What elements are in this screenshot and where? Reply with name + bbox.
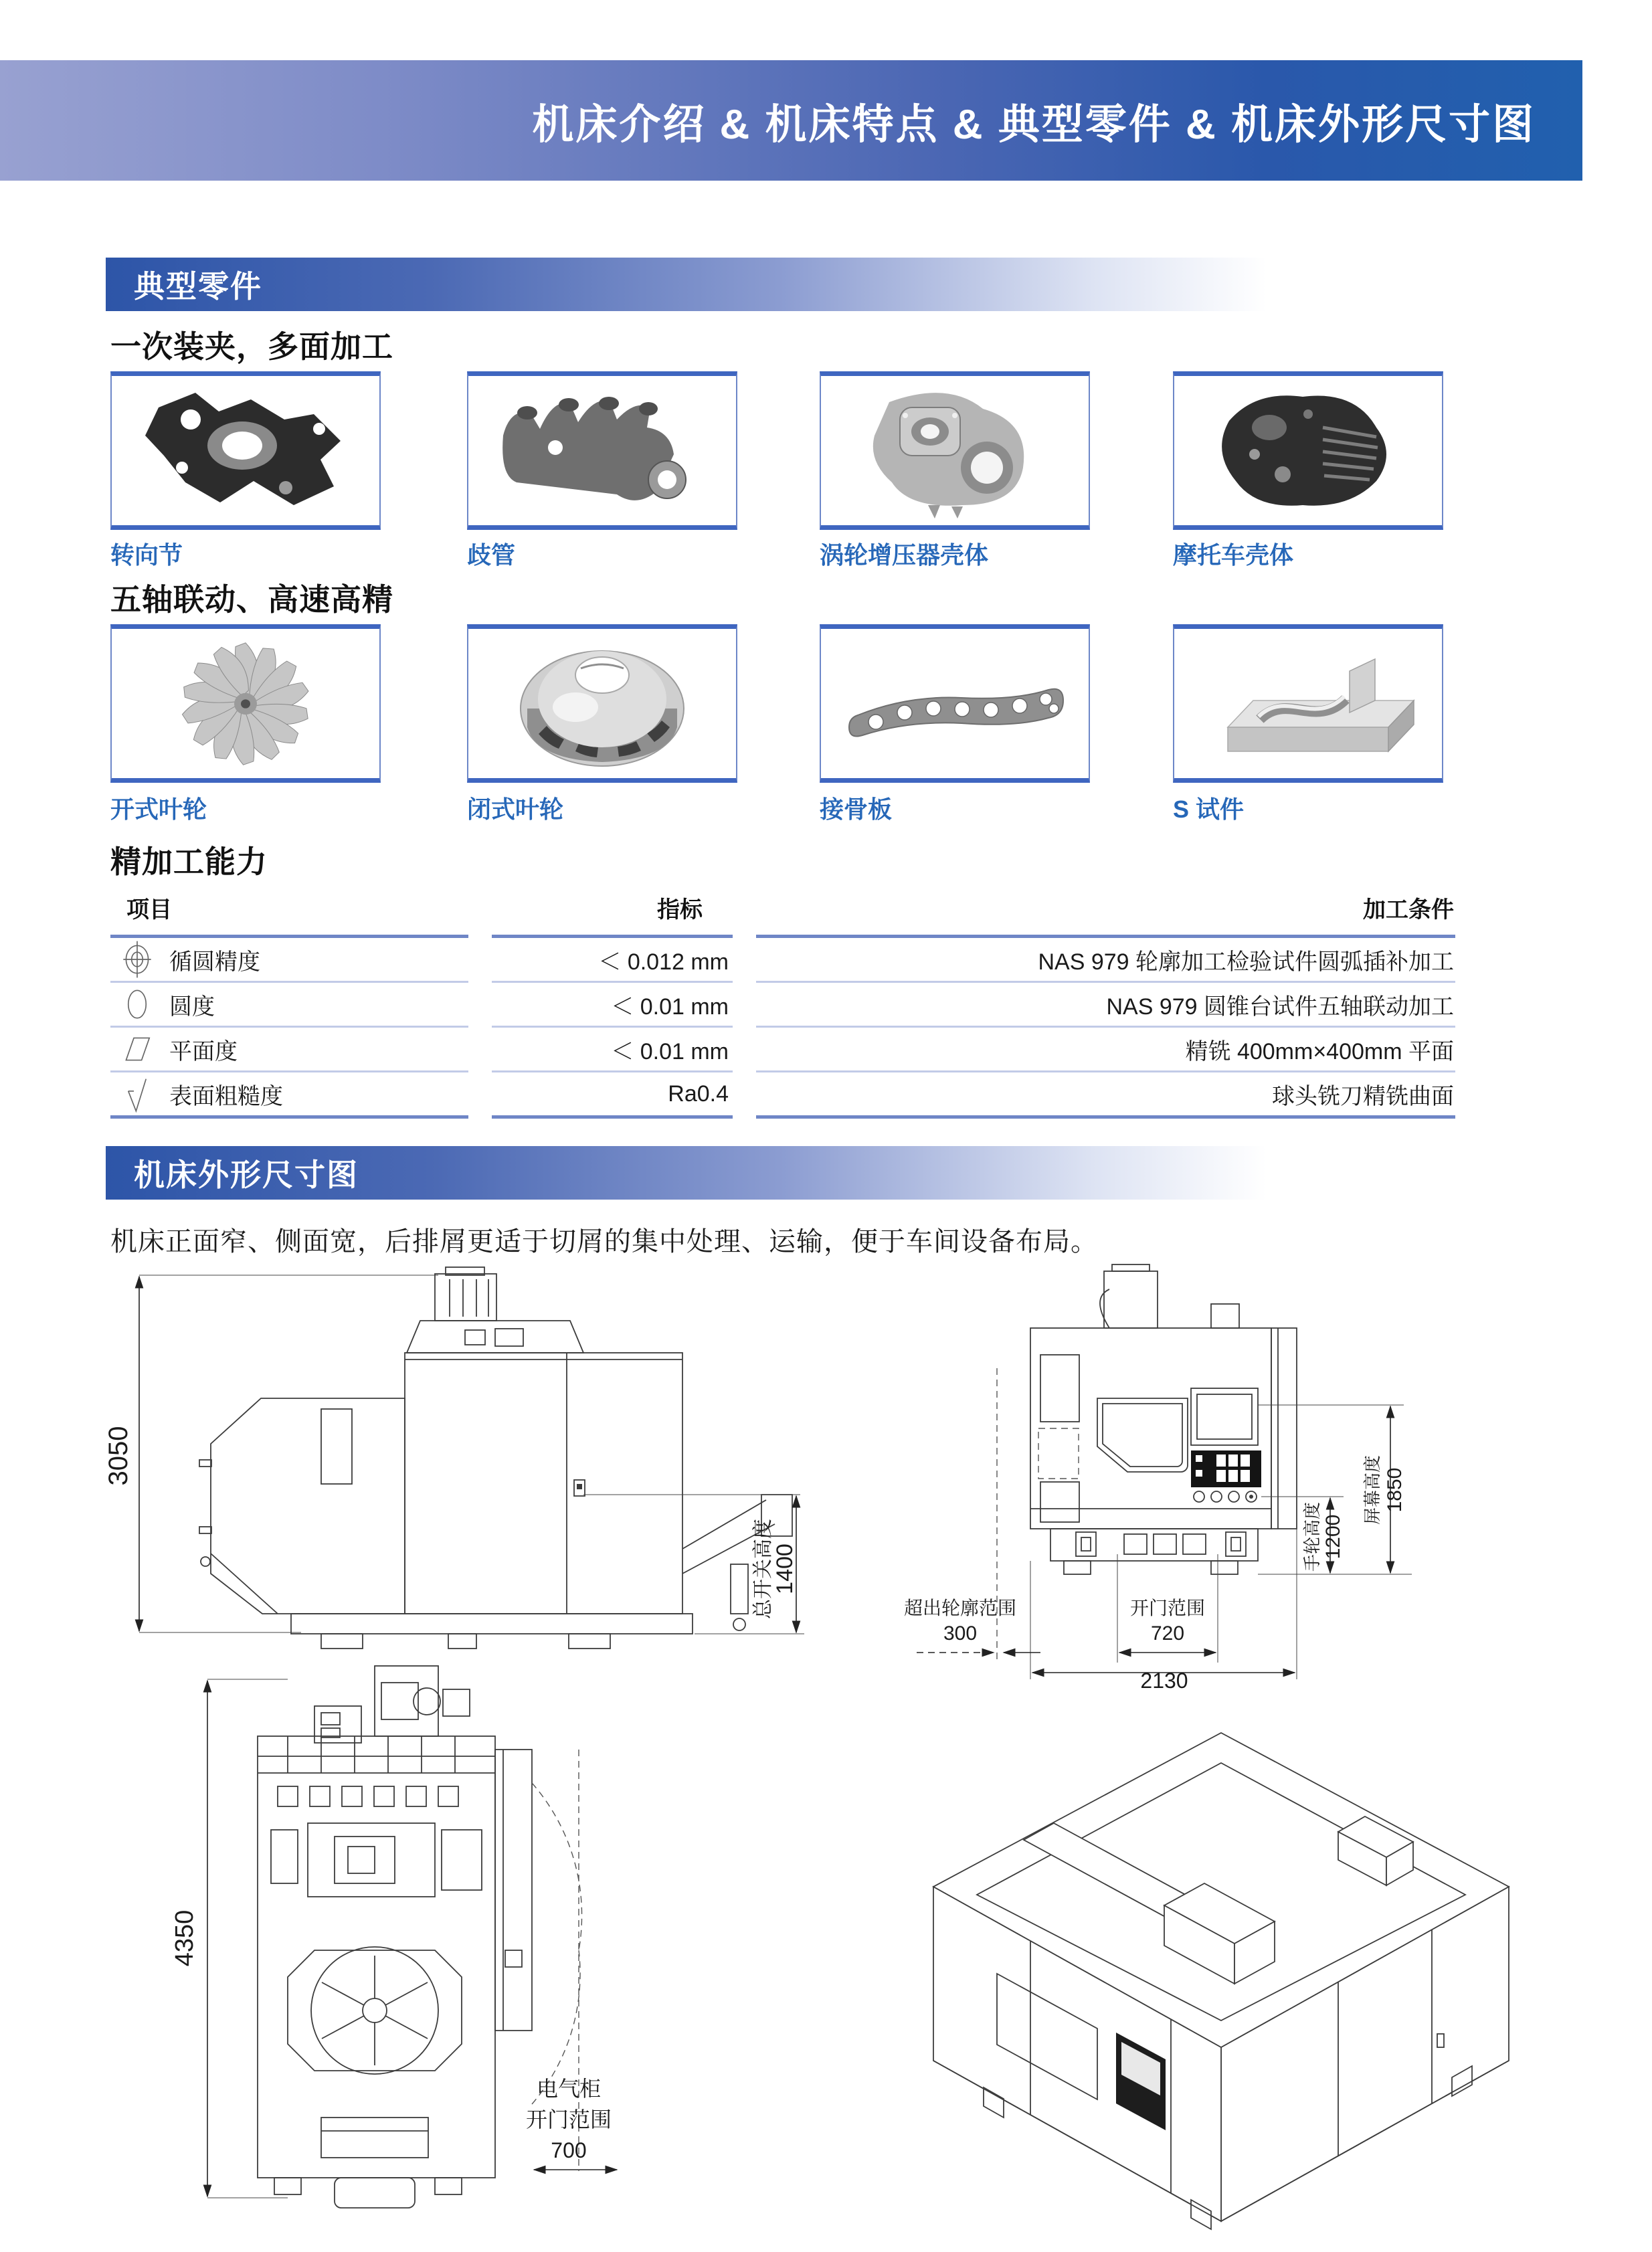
part-label: 闭式叶轮 bbox=[467, 795, 564, 823]
finishing-heading: 精加工能力 bbox=[110, 844, 268, 879]
dim-door-label: 开门范围 bbox=[1129, 1598, 1206, 1618]
item-condition: NAS 979 圆锥台试件五轴联动加工 bbox=[756, 981, 1455, 1026]
dim-main-switch-label: 总开关高度 bbox=[752, 1519, 774, 1619]
part-image-manifold bbox=[467, 371, 737, 530]
part-label: 涡轮增压器壳体 bbox=[820, 541, 989, 569]
part-image-s-test-piece bbox=[1173, 624, 1443, 783]
table-row bbox=[110, 935, 468, 981]
section-title: 机床外形尺寸图 bbox=[134, 1157, 359, 1192]
dim-main-switch-height: 1400 bbox=[772, 1543, 798, 1594]
dim-overall-height: 3050 bbox=[104, 1426, 133, 1486]
item-label: 表面粗糙度 bbox=[169, 1083, 283, 1109]
dim-screen-height: 1850 bbox=[1384, 1467, 1406, 1513]
part-label: 摩托车壳体 bbox=[1173, 541, 1294, 569]
table-bottom-rule bbox=[110, 1115, 468, 1119]
circular-accuracy-icon bbox=[120, 940, 155, 979]
roundness-icon bbox=[120, 985, 155, 1024]
part-image-motorcycle-housing bbox=[1173, 371, 1443, 530]
open-impeller-photo bbox=[118, 634, 373, 774]
page-title: 机床介绍 & 机床特点 & 典型零件 & 机床外形尺寸图 bbox=[532, 101, 1536, 148]
bone-plate-photo bbox=[828, 634, 1082, 774]
table-row bbox=[110, 1026, 468, 1070]
table-bottom-rule bbox=[492, 1115, 733, 1119]
part-label: 转向节 bbox=[110, 541, 183, 569]
item-value: ＜ 0.012 mm bbox=[492, 935, 733, 981]
machine-side-view bbox=[100, 1264, 810, 1659]
item-value: Ra0.4 bbox=[492, 1070, 733, 1115]
motorcycle-housing-photo bbox=[1181, 381, 1435, 521]
top-banner bbox=[0, 60, 1582, 181]
table-row bbox=[110, 981, 468, 1026]
item-label: 圆度 bbox=[169, 994, 215, 1020]
group2-heading: 五轴联动、高速高精 bbox=[110, 582, 393, 617]
item-condition: 精铣 400mm×400mm 平面 bbox=[756, 1026, 1455, 1070]
machine-top-view bbox=[114, 1663, 756, 2238]
dim-overall-width: 2130 bbox=[1140, 1669, 1188, 1689]
steering-knuckle-photo bbox=[118, 381, 373, 521]
part-label: S 试件 bbox=[1173, 795, 1245, 823]
machine-isometric-view bbox=[830, 1686, 1613, 2235]
column-header-value: 指标 bbox=[657, 897, 703, 923]
outline-description: 机床正面窄、侧面宽，后排屑更适于切屑的集中处理、运输，便于车间设备布局。 bbox=[110, 1227, 1098, 1256]
column-header-condition: 加工条件 bbox=[1363, 897, 1454, 923]
part-label: 开式叶轮 bbox=[110, 795, 207, 823]
closed-impeller-photo bbox=[475, 634, 729, 774]
part-image-closed-impeller bbox=[467, 624, 737, 783]
dim-overall-depth: 4350 bbox=[171, 1909, 199, 1967]
part-image-open-impeller bbox=[110, 624, 381, 783]
item-condition: NAS 979 轮廓加工检验试件圆弧插补加工 bbox=[756, 935, 1455, 981]
dim-cabinet-label-1: 电气柜 bbox=[536, 2077, 602, 2101]
item-label: 平面度 bbox=[169, 1038, 238, 1064]
table-row bbox=[110, 1070, 468, 1115]
column-header-item: 项目 bbox=[126, 897, 172, 923]
part-image-bone-plate bbox=[820, 624, 1090, 783]
s-test-piece-photo bbox=[1181, 634, 1435, 774]
section-title: 典型零件 bbox=[134, 269, 262, 304]
part-label: 接骨板 bbox=[820, 795, 893, 823]
surface-roughness-icon bbox=[120, 1074, 155, 1113]
dim-overhang-width: 300 bbox=[943, 1622, 978, 1645]
part-label: 歧管 bbox=[467, 541, 516, 569]
table-bottom-rule bbox=[756, 1115, 1455, 1119]
machine-front-view bbox=[897, 1261, 1445, 1689]
part-image-steering-knuckle bbox=[110, 371, 381, 530]
section-bar-typical-parts bbox=[106, 258, 1267, 311]
dim-door-width: 720 bbox=[1150, 1622, 1185, 1645]
turbo-housing-photo bbox=[828, 381, 1082, 521]
part-image-turbo-housing bbox=[820, 371, 1090, 530]
item-value: ＜ 0.01 mm bbox=[492, 1026, 733, 1070]
item-value: ＜ 0.01 mm bbox=[492, 981, 733, 1026]
dim-cabinet-label-2: 开门范围 bbox=[525, 2107, 612, 2132]
dim-handwheel-height: 1200 bbox=[1322, 1514, 1344, 1560]
flatness-icon bbox=[120, 1030, 155, 1068]
item-condition: 球头铣刀精铣曲面 bbox=[756, 1070, 1455, 1115]
item-label: 循圆精度 bbox=[169, 949, 260, 975]
group1-heading: 一次装夹，多面加工 bbox=[110, 329, 393, 364]
dim-handwheel-label: 手轮高度 bbox=[1302, 1501, 1322, 1572]
section-bar-outline-drawing bbox=[106, 1146, 1267, 1200]
finishing-capability-table bbox=[110, 893, 1455, 1119]
manifold-photo bbox=[475, 381, 729, 521]
dim-screen-label: 屏幕高度 bbox=[1362, 1455, 1382, 1525]
dim-overhang-label: 超出轮廓范围 bbox=[903, 1598, 1017, 1618]
dim-cabinet-door-width: 700 bbox=[551, 2138, 587, 2162]
